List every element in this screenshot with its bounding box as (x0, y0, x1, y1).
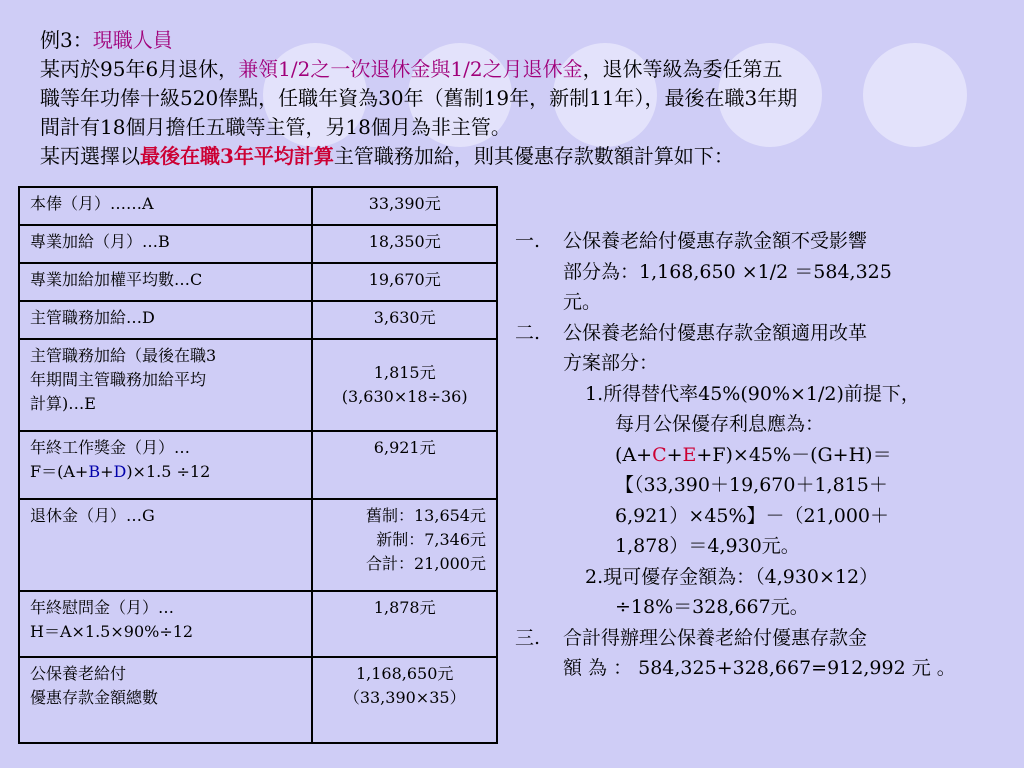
sub-item-1 (515, 379, 1005, 410)
list-text: 公保養老給付優惠存款金額不受影響 (563, 230, 868, 252)
row-value-line: （33,390×35） (343, 688, 466, 707)
row-label: 退休金（月）…G (19, 499, 312, 591)
intro-l1c: ，退休等級為委任第五 (582, 57, 783, 81)
intro-l4b-highlight: 最後在職3年平均計算 (140, 144, 334, 168)
row-label-line: H＝A×1.5×90%÷12 (30, 622, 194, 641)
sub-text: 【（33,390＋19,670＋1,815＋ (615, 474, 888, 496)
list-text: 部分為：1,168,650 ×1/2 ＝584,325 (563, 260, 892, 283)
table-row (19, 225, 497, 263)
row-label-line: 年期間主管職務加給平均 (30, 370, 207, 389)
table-row (19, 263, 497, 301)
table-row (19, 431, 497, 499)
sub-item-2-lines (515, 592, 1005, 623)
formula-part-e: E (682, 443, 697, 466)
row-value: 1,878元 (312, 591, 497, 657)
row-value-line: 舊制：13,654元 (366, 506, 486, 525)
intro-text (40, 26, 1000, 171)
example-heading (40, 26, 1000, 55)
row-label-line: 年終慰問金（月）… (30, 598, 175, 617)
intro-l4c: 主管職務加給，則其優惠存款數額計算如下： (333, 144, 734, 168)
row-label: 主管職務加給…D (19, 301, 312, 339)
row-value: 6,921元 (312, 431, 497, 499)
row-label-line: 優惠存款金額總數 (30, 688, 159, 707)
example-title: 現職人員 (92, 28, 173, 52)
calculation-list (515, 226, 1005, 684)
row-label (19, 431, 312, 499)
formula-part: + (100, 462, 114, 481)
formula-part-b: B (88, 462, 101, 481)
sub-formula (615, 440, 1005, 471)
intro-l4a: 某丙選擇以 (40, 144, 140, 168)
intro-l1a: 某丙於95年6月退休， (40, 57, 239, 81)
row-value-line: (3,630×18÷36) (341, 387, 468, 406)
intro-line-4 (40, 142, 1000, 171)
row-label (19, 657, 312, 743)
table-row (19, 301, 497, 339)
sub-text: 每月公保優存利息應為： (615, 413, 825, 435)
formula-part-d: D (113, 462, 127, 481)
formula-part: (A+ (615, 443, 653, 466)
table-row (19, 499, 497, 591)
row-value-line: 合計：21,000元 (366, 554, 486, 573)
row-value-line: 1,168,650元 (355, 664, 454, 683)
formula-part: F＝(A+ (30, 462, 89, 481)
row-value: 19,670元 (312, 263, 497, 301)
row-value: 18,350元 (312, 225, 497, 263)
row-value-line: 1,815元 (373, 363, 436, 382)
table-row (19, 657, 497, 743)
row-label (19, 591, 312, 657)
row-value-line: 新制：7,346元 (376, 530, 486, 549)
list-text: 方案部分： (563, 352, 659, 374)
row-label-line: 計算)…E (30, 394, 96, 413)
salary-table (18, 186, 498, 744)
table-row (19, 187, 497, 225)
list-text: 額 為 ： 584,325+328,667=912,992 元 。 (563, 657, 956, 679)
formula-part-c: C (652, 443, 667, 466)
row-label: 本俸（月）……A (19, 187, 312, 225)
row-value (312, 499, 497, 591)
sub-item-1-lines (515, 409, 1005, 562)
table-row (19, 591, 497, 657)
sub-text: 1.所得替代率45%(90%×1/2)前提下， (585, 382, 920, 405)
intro-line-1 (40, 55, 1000, 84)
list-text: 元。 (563, 291, 602, 313)
sub-text: 1,878）＝4,930元。 (615, 535, 800, 557)
row-value: 33,390元 (312, 187, 497, 225)
list-text: 公保養老給付優惠存款金額適用改革 (563, 321, 868, 344)
row-label (19, 339, 312, 431)
intro-l1b-highlight: 兼領1/2之一次退休金與1/2之月退休金 (238, 57, 583, 81)
list-item-1 (515, 226, 1005, 318)
sub-text: ÷18%＝328,667元。 (615, 596, 809, 618)
row-label-formula (30, 460, 301, 484)
row-value (312, 339, 497, 431)
list-item-2 (515, 318, 1005, 379)
row-value: 3,630元 (312, 301, 497, 339)
row-label-line: 主管職務加給（最後在職3 (30, 346, 217, 365)
list-number: 二. (515, 321, 541, 344)
sub-item-2 (515, 562, 1005, 593)
formula-part: )×1.5 ÷12 (126, 462, 211, 481)
list-item-3 (515, 623, 1005, 684)
formula-part: +F)×45%－(G+H)＝ (696, 443, 892, 466)
intro-line-3: 間計有18個月擔任五職等主管，另18個月為非主管。 (40, 115, 511, 139)
sub-text: 6,921）×45%】－（21,000＋ (615, 504, 890, 527)
list-text: 合計得辦理公保養老給付優惠存款金 (563, 626, 868, 649)
row-label: 專業加給加權平均數…C (19, 263, 312, 301)
sub-text: 2.現可優存金額為：（4,930×12） (585, 565, 879, 588)
intro-line-2: 職等年功俸十級520俸點，任職年資為30年（舊制19年，新制11年），最後在職3年期 (40, 86, 798, 110)
row-label-line: 年終工作獎金（月）… (30, 438, 191, 457)
example-prefix: 例3： (40, 28, 93, 52)
formula-part: + (666, 443, 683, 466)
row-value (312, 657, 497, 743)
row-label: 專業加給（月）…B (19, 225, 312, 263)
list-number: 一. (515, 230, 541, 252)
list-number: 三. (515, 626, 541, 649)
row-label-line: 公保養老給付 (30, 664, 127, 683)
table-row (19, 339, 497, 431)
